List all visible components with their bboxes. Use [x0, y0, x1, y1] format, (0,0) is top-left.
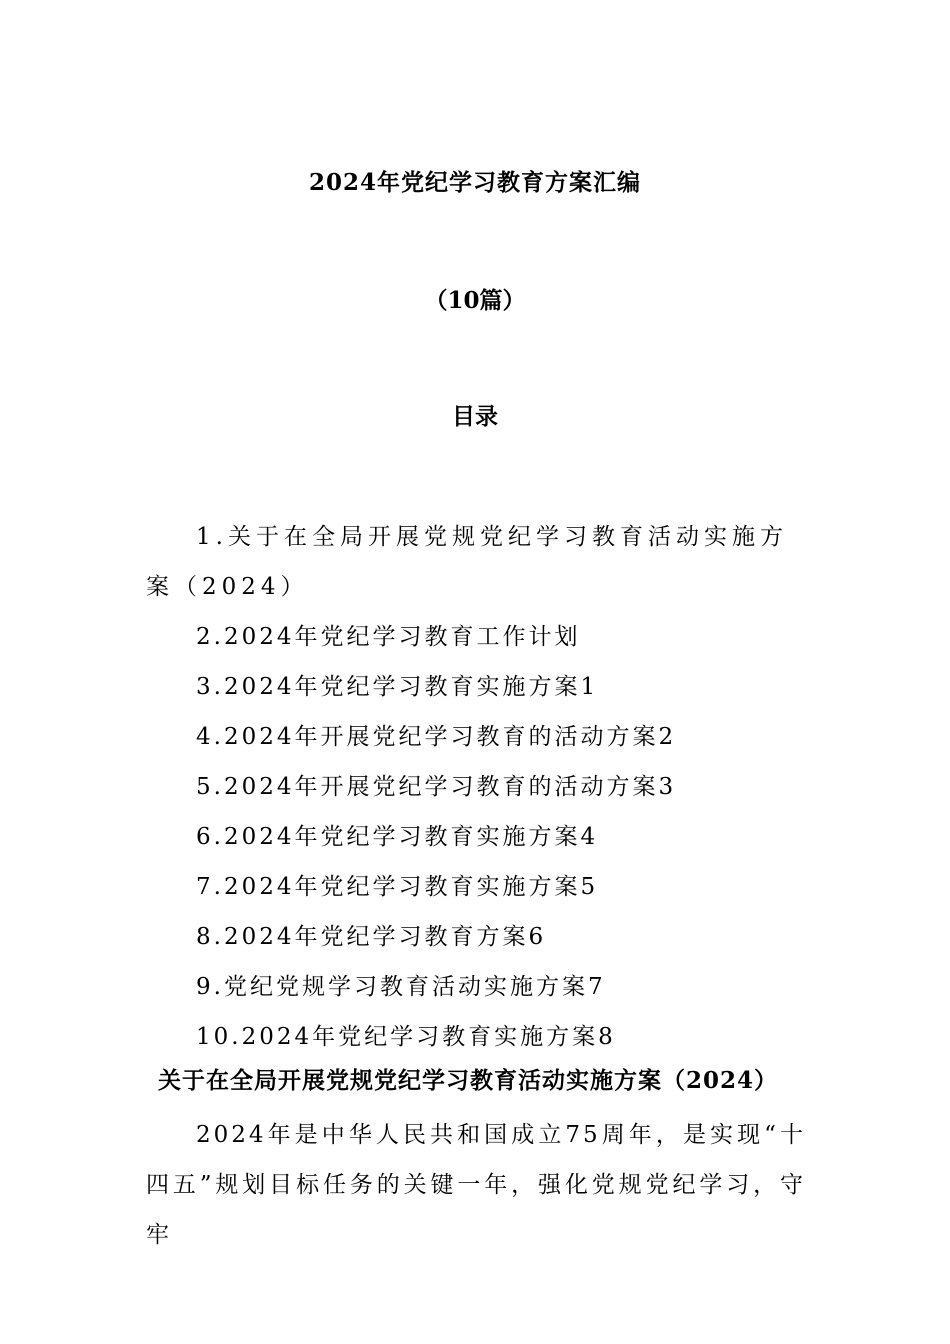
toc-item[interactable]: 1.关于在全局开展党规党纪学习教育活动实施方案（2024） [146, 524, 788, 600]
toc-item[interactable]: 2.2024年党纪学习教育工作计划 [196, 624, 581, 650]
table-of-contents [146, 512, 806, 1062]
body-paragraph: 2024年是中华人民共和国成立75周年，是实现“十四五”规划目标任务的关键一年，强化党规党纪学习，守牢 [146, 1122, 806, 1248]
toc-heading: 目录 [452, 403, 498, 430]
toc-item[interactable]: 9.党纪党规学习教育活动实施方案7 [196, 974, 606, 1000]
toc-item[interactable]: 3.2024年党纪学习教育实施方案1 [196, 674, 599, 700]
toc-item[interactable]: 7.2024年党纪学习教育实施方案5 [196, 874, 599, 900]
toc-item[interactable]: 10.2024年党纪学习教育实施方案8 [196, 1024, 616, 1050]
document-subtitle: （10篇） [424, 287, 526, 314]
section-heading: 关于在全局开展党规党纪学习教育活动实施方案（2024） [158, 1067, 779, 1094]
toc-item[interactable]: 8.2024年党纪学习教育方案6 [196, 924, 547, 950]
toc-item[interactable]: 5.2024年开展党纪学习教育的活动方案3 [196, 774, 677, 800]
document-title: 2024年党纪学习教育方案汇编 [308, 169, 641, 196]
toc-item[interactable]: 6.2024年党纪学习教育实施方案4 [196, 824, 599, 850]
toc-item[interactable]: 4.2024年开展党纪学习教育的活动方案2 [196, 724, 677, 750]
